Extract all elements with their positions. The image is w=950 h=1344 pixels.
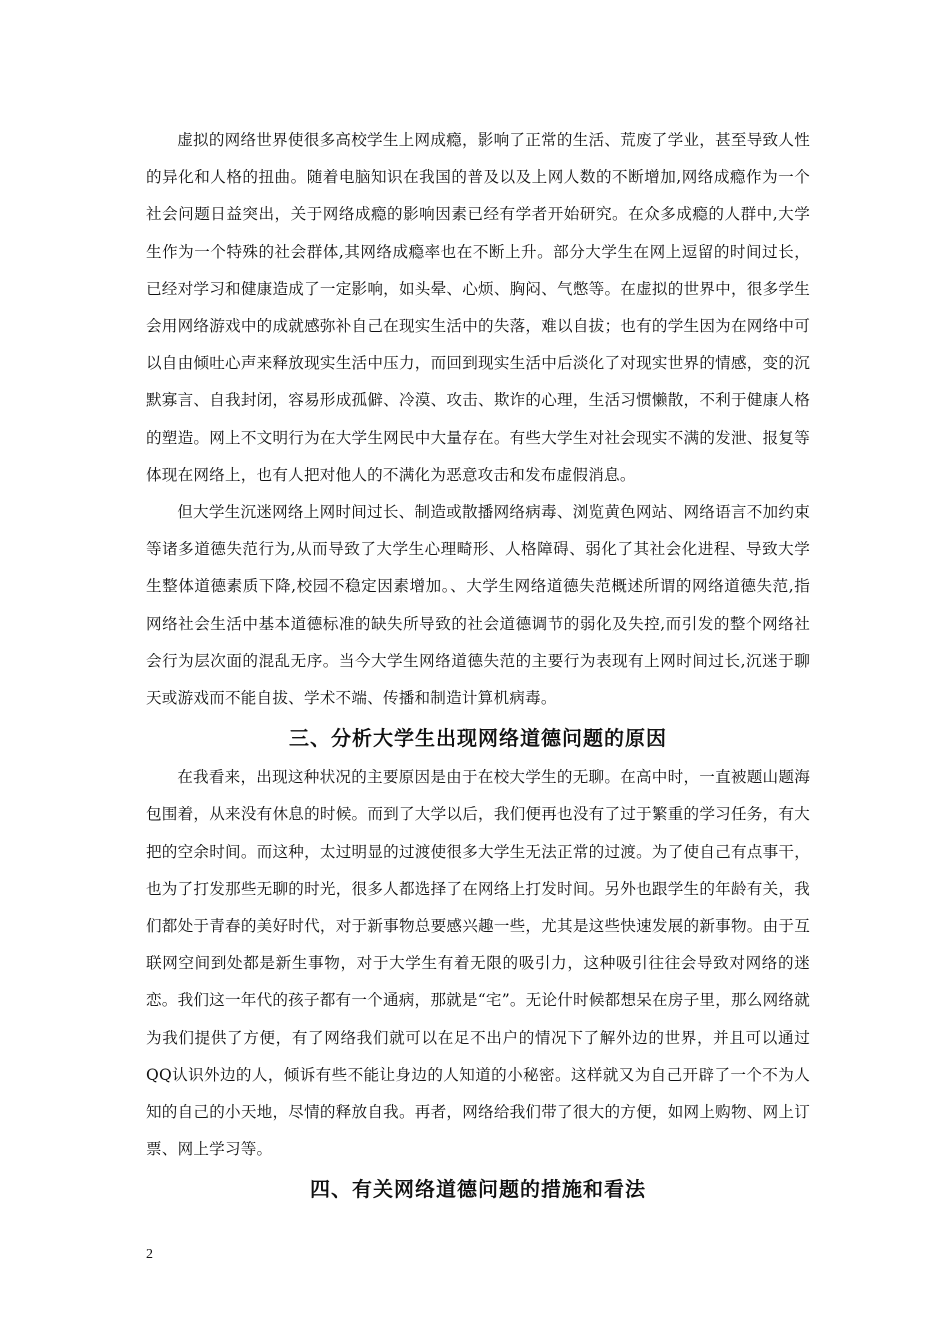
section-heading-4: 四、有关网络道德问题的措施和看法 — [310, 1177, 646, 1202]
paragraph-3: 在我看来，出现这种状况的主要原因是由于在校大学生的无聊。在高中时，一直被题山题海包围着，从来没有休息的时候。而到了大学以后，我们便再也没有了过于繁重的学习任务，有大把的空余时间。而这种，太过明显的过渡使很多大学生无法正常的过渡。为了使自己有点事干，也为了打发那些无聊的时光，很多人都选择了在网络上打发时间。另外也跟学生的年龄有关，我们都处于青春的美好时代，对于新事物总要感兴趣一些，尤其是这些快速发展的新事物。由于互联网空间到处都是新生事物，对于大学生有着无限的吸引力，这种吸引往往会导致对网络的迷恋。我们这一年代的孩子都有一个通病，那就是“宅”。无论什时候都想呆在房子里，那么网络就为我们提供了方便，有了网络我们就可以在足不出户的情况下了解外边的世界，并且可以通过QQ认识外边的人，倾诉有些不能让身边的人知道的小秘密。这样就又为自己开辟了一个不为人知的自己的小天地，尽情的释放自我。再者，网络给我们带了很大的方便，如网上购物、网上订票、网上学习等。 — [146, 768, 810, 1159]
paragraph-2: 但大学生沉迷网络上网时间过长、制造或散播网络病毒、浏览黄色网站、网络语言不加约束等诸多道德失范行为,从而导致了大学生心理畸形、人格障碍、弱化了其社会化进程、导致大学生整体道德素质下降,校园不稳定因素增加。、大学生网络道德失范概述所谓的网络道德失范,指网络社会生活中基本道德标准的缺失所导致的社会道德调节的弱化及失控,而引发的整个网络社会行为层次面的混乱无序。当今大学生网络道德失范的主要行为表现有上网时间过长,沉迷于聊天或游戏而不能自拔、学术不端、传播和制造计算机病毒。 — [146, 503, 810, 708]
page-number: 2 — [146, 1247, 153, 1262]
paragraph-1: 虚拟的网络世界使很多高校学生上网成瘾，影响了正常的生活、荒废了学业，甚至导致人性的异化和人格的扭曲。随着电脑知识在我国的普及以及上网人数的不断增加,网络成瘾作为一个社会问题日益突出，关于网络成瘾的影响因素已经有学者开始研究。在众多成瘾的人群中,大学生作为一个特殊的社会群体,其网络成瘾率也在不断上升。部分大学生在网上逗留的时间过长，已经对学习和健康造成了一定影响，如头晕、心烦、胸闷、气憋等。在虚拟的世界中，很多学生会用网络游戏中的成就感弥补自己在现实生活中的失落，难以自拔；也有的学生因为在网络中可以自由倾吐心声来释放现实生活中压力，而回到现实生活中后淡化了对现实世界的情感，变的沉默寡言、自我封闭，容易形成孤僻、冷漠、攻击、欺诈的心理，生活习惯懒散，不利于健康人格的塑造。网上不文明行为在大学生网民中大量存在。有些大学生对社会现实不满的发泄、报复等体现在网络上，也有人把对他人的不满化为恶意攻击和发布虚假消息。 — [146, 131, 810, 484]
body-text — [146, 122, 810, 1210]
section-heading-3: 三、分析大学生出现网络道德问题的原因 — [289, 726, 667, 751]
